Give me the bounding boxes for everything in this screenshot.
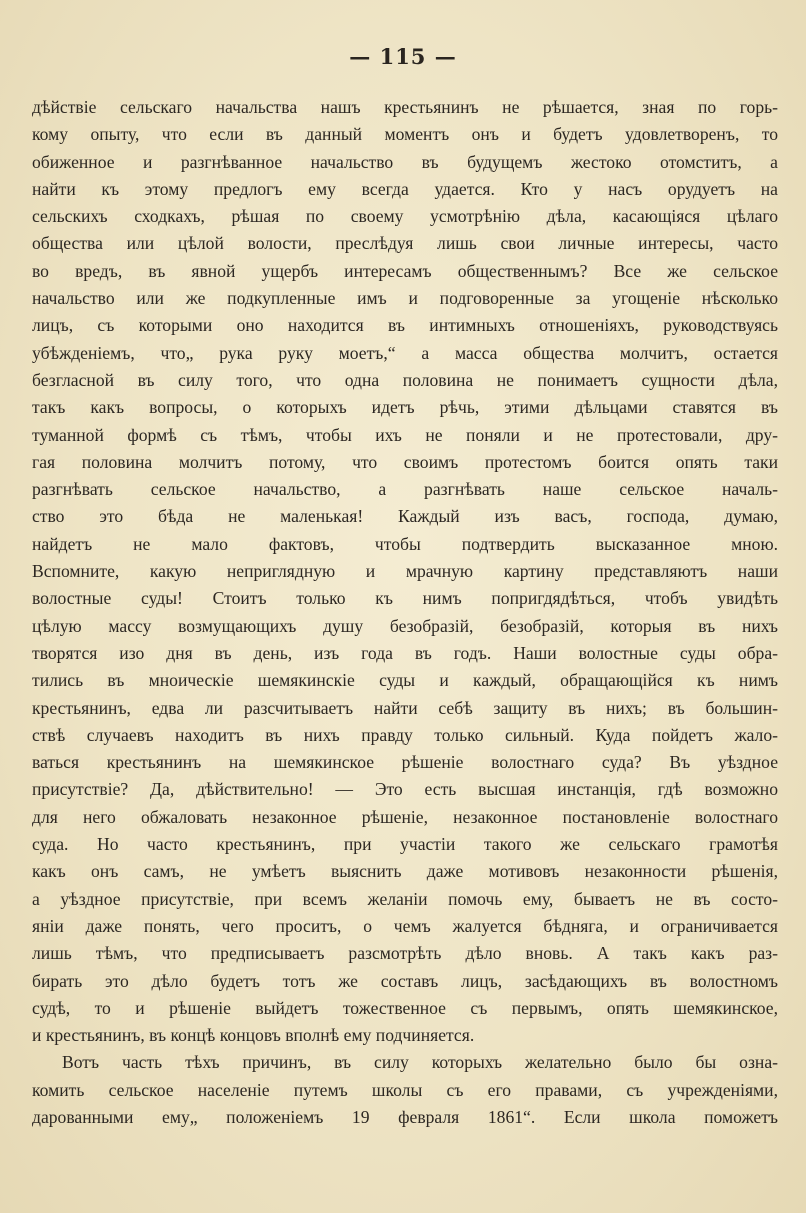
text-line: крестьянинъ, едва ли разсчитываетъ найти себѣ защиту въ нихъ; въ большин- [32,697,778,718]
text-line: комить сельское населеніе путемъ школы съ его правами, съ учрежденіями, [32,1079,778,1100]
text-line: найдетъ не мало фактовъ, чтобы подтвердить высказанное мною. [32,533,778,554]
text-line: общества или цѣлой волости, преслѣдуя лишь свои личные интересы, часто [32,233,778,254]
text-line: какъ онъ самъ, не умѣетъ выяснить даже мотивовъ незаконности рѣшенія, [32,861,778,882]
text-line: суда. Но часто крестьянинъ, при участіи такого же сельскаго грамотѣя [32,834,778,855]
text-line: Вспомните, какую неприглядную и мрачную картину представляютъ наши [32,561,778,582]
page-number: — 115 — [349,44,457,69]
text-line: лицъ, съ которыми оно находится въ интимныхъ отношеніяхъ, руководствуясь [32,315,778,336]
text-line: творятся изо дня въ день, изъ года въ годъ. Наши волостные суды обра- [32,642,778,663]
text-line: безгласной въ силу того, что одна половина не понимаетъ сущности дѣла, [32,369,778,390]
text-line: туманной формѣ съ тѣмъ, чтобы ихъ не поняли и не протестовали, дру- [32,424,778,445]
text-line: ваться крестьянинъ на шемякинское рѣшеніе волостнаго суда? Въ уѣздное [32,752,778,773]
text-line: Вотъ часть тѣхъ причинъ, въ силу которыхъ желательно было бы озна- [62,1052,778,1073]
text-line: судѣ, то и рѣшеніе выйдетъ тожественное съ первымъ, опять шемякинское, [32,997,778,1018]
text-line: бирать это дѣло будетъ тотъ же составъ лицъ, засѣдающихъ въ волостномъ [32,970,778,991]
text-line: начальство или же подкупленные имъ и подговоренные за угощеніе нѣсколько [32,288,778,309]
text-line: цѣлую массу возмущающихъ душу безобразій, безобразій, которыя въ нихъ [32,615,778,636]
text-line: а уѣздное присутствіе, при всемъ желаніи помочь ему, бываетъ не въ состо- [32,888,778,909]
text-line: такъ какъ вопросы, о которыхъ идетъ рѣчь, этими дѣльцами ставятся въ [32,397,778,418]
text-line: и крестьянинъ, въ концѣ концовъ вполнѣ ему подчиняется. [32,1025,475,1046]
text-line: присутствіе? Да, дѣйствительно! — Это есть высшая инстанція, гдѣ возможно [32,779,778,800]
text-line: кому опыту, что если въ данный моментъ онъ и будетъ удовлетворенъ, то [32,124,778,145]
body-text [32,94,778,1131]
text-line: дѣйствіе сельскаго начальства нашъ крестьянинъ не рѣшается, зная по горь- [32,97,778,117]
text-line: убѣжденіемъ, что„ рука руку моетъ,“ а масса общества молчитъ, остается [32,342,778,363]
text-line: волостные суды! Стоитъ только къ нимъ попригдядѣться, чтобъ увидѣть [32,588,778,609]
text-line: яніи даже понять, чего проситъ, о чемъ жалуется бѣдняга, и ограничивается [32,915,778,936]
text-line: гая половина молчитъ потому, что своимъ протестомъ боится опять таки [32,451,778,472]
text-line: ствѣ случаевъ находитъ въ нихъ правду только сильный. Куда пойдетъ жало- [32,724,778,745]
text-line: найти къ этому предлогъ ему всегда удается. Кто у насъ орудуетъ на [32,178,778,199]
text-line: тились въ мнoическіе шемякинскіе суды и каждый, обращающійся къ нимъ [32,670,778,691]
text-line: разгнѣвать сельское начальство, а разгнѣвать наше сельское началь- [32,479,778,500]
text-line: обиженное и разгнѣванное начальство въ будущемъ жестоко отомститъ, а [32,151,778,172]
text-line: лишь тѣмъ, что предписываетъ разсмотрѣть дѣло вновь. А такъ какъ раз- [32,943,778,964]
text-line: дарованными ему„ положеніемъ 19 февраля 1861“. Если школа поможетъ [32,1106,778,1127]
text-line: для него обжаловать незаконное рѣшеніе, незаконное постановленіе волостнаго [32,806,778,827]
text-line: во вредъ, въ явной ущербъ интересамъ общественнымъ? Все же сельское [32,260,778,281]
text-line: ство это бѣда не маленькая! Каждый изъ васъ, господа, думаю, [32,506,778,527]
text-line: сельскихъ сходкахъ, рѣшая по своему усмотрѣнію дѣла, касающіяся цѣлаго [32,206,778,227]
